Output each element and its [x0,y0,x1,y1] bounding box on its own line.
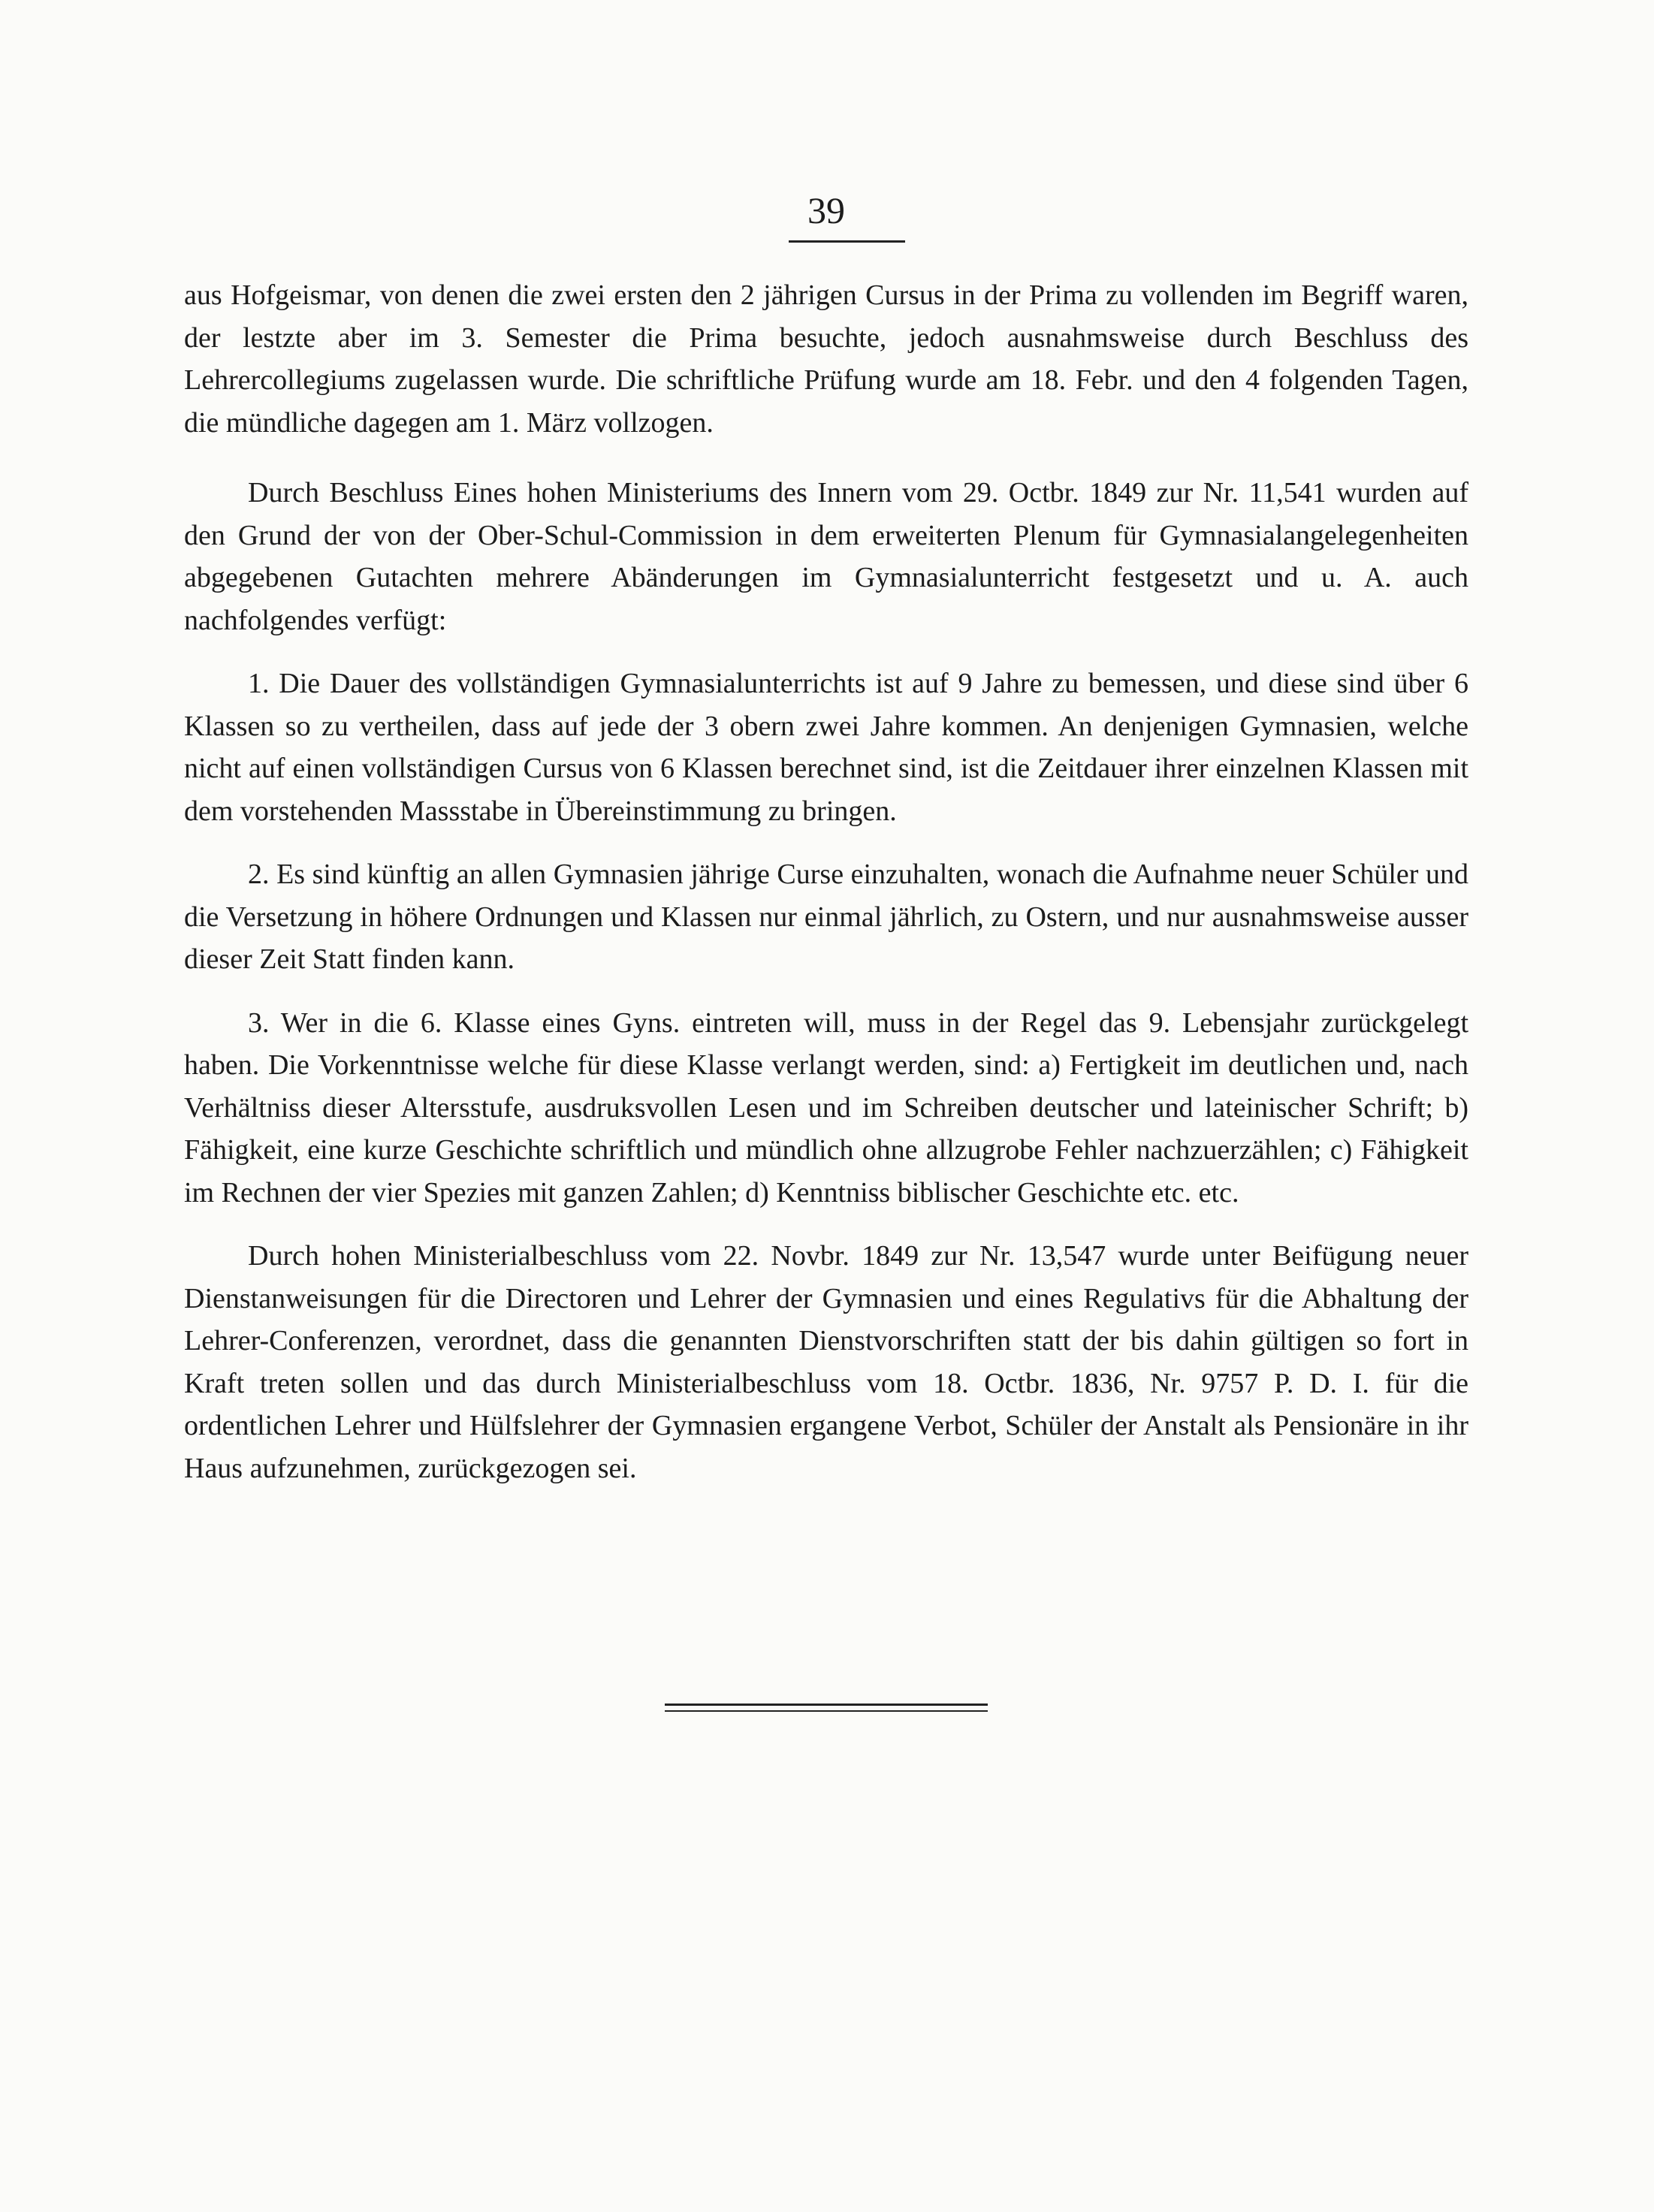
paragraph-service-instructions: Durch hohen Ministerialbeschluss vom 22. Novbr. 1849 zur Nr. 13,547 wurde unter Beifügung neuer Dienstanweisungen für die Directoren und Lehrer der Gymnasien und eines Regulativs für die Abhaltung der Lehrer-Conferenzen, verordnet, dass die genannten Dienstvorschriften statt der bis dahin gültigen so fort in Kraft treten sollen und das durch Ministerialbeschluss vom 18. Octbr. 1836, Nr. 9757 P. D. I. für die ordentlichen Lehrer und Hülfslehrer der Gymnasien ergangene Verbot, Schüler der Anstalt als Pensionäre in ihr Haus aufzunehmen, zurückgezogen sei. [184,1240,1468,1484]
page-number: 39 [807,189,845,231]
closing-double-rule-top [665,1704,988,1706]
paragraph-ministerial-decision-1849: Durch Beschluss Eines hohen Ministeriums des Innern vom 29. Octbr. 1849 zur Nr. 11,541 wurden auf den Grund der von der Ober-Schul-Commission in dem erweiterten Plenum für Gymnasialangelegenheiten abgegebenen Gutachten mehrere Abänderungen im Gymnasialunterricht festgesetzt und u. A. auch nachfolgendes verfügt: [184,477,1468,636]
paragraph-item-1: 1. Die Dauer des vollständigen Gymnasialunterrichts ist auf 9 Jahre zu bemessen, und diese sind über 6 Klassen so zu vertheilen, dass auf jede der 3 obern zwei Jahre kommen. An denjenigen Gymnasien, welche nicht auf einen vollständigen Cursus von 6 Klassen berechnet sind, ist die Zeitdauer ihrer einzelnen Klassen mit dem vorstehenden Massstabe in Übereinstimmung zu bringen. [184,668,1468,827]
paragraph-item-2: 2. Es sind künftig an allen Gymnasien jährige Curse einzuhalten, wonach die Aufnahme neuer Schüler und die Versetzung in höhere Ordnungen und Klassen nur einmal jährlich, zu Ostern, und nur ausnahmsweise ausser dieser Zeit Statt finden kann. [184,859,1468,975]
closing-double-rule-bottom [665,1710,988,1712]
paragraph-continuation: aus Hofgeismar, von denen die zwei ersten den 2 jährigen Cursus in der Prima zu vollenden im Begriff waren, der lestzte aber im 3. Semester die Prima besuchte, jedoch ausnahmsweise durch Beschluss des Lehrercollegiums zugelassen wurde. Die schriftliche Prüfung wurde am 18. Febr. und den 4 folgenden Tagen, die mündliche dagegen am 1. März vollzogen. [184,279,1468,439]
body-text [184,274,1468,1489]
paragraph-item-3: 3. Wer in die 6. Klasse eines Gyns. eintreten will, muss in der Regel das 9. Lebensjahr zurückgelegt haben. Die Vorkenntnisse welche für diese Klasse verlangt werden, sind: a) Fertigkeit im deutlichen und, nach Verhältniss dieser Altersstufe, ausdruksvollen Lesen und im Schreiben deutscher und lateinischer Schrift; b) Fähigkeit, eine kurze Geschichte schriftlich und mündlich ohne allzugrobe Fehler nachzuerzählen; c) Fähigkeit im Rechnen der vier Spezies mit ganzen Zahlen; d) Kenntniss biblischer Geschichte etc. etc. [184,1006,1468,1209]
page-number-underline [789,240,905,243]
